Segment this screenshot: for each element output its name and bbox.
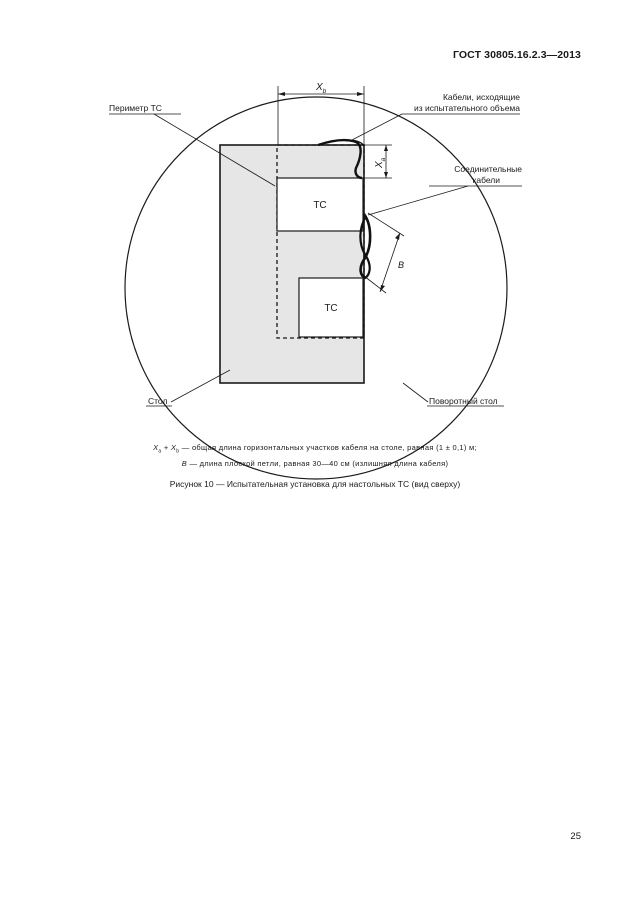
label-xa-group bbox=[374, 157, 387, 169]
b-arrow-top bbox=[395, 233, 400, 240]
label-exit-cables-line1: Кабели, исходящие bbox=[442, 92, 520, 102]
leader-connecting-cables bbox=[368, 186, 468, 215]
b-arrow-bottom bbox=[380, 285, 385, 292]
page-header-standard-number: ГОСТ 30805.16.2.3—2013 bbox=[453, 49, 581, 61]
xb-arrow-right bbox=[357, 92, 364, 96]
b-extension-top bbox=[368, 213, 404, 236]
xa-arrow-bottom bbox=[384, 172, 388, 178]
label-turntable: Поворотный стол bbox=[429, 396, 498, 406]
label-xb: $X_b$ bbox=[316, 82, 327, 95]
figure-caption: Рисунок 10 — Испытательная установка для настольных ТС (вид сверху) bbox=[169, 479, 461, 489]
figure-legend bbox=[0, 442, 630, 469]
label-table: Стол bbox=[148, 396, 168, 406]
page-number: 25 bbox=[570, 831, 581, 842]
leader-exit-cables bbox=[352, 114, 402, 140]
leader-table bbox=[171, 370, 230, 402]
b-dimension-line bbox=[380, 233, 400, 292]
label-connecting-line1: Соединительные bbox=[454, 164, 522, 174]
leader-turntable bbox=[403, 383, 428, 402]
legend-line-2: B — длина плоской петли, равная 30—40 см (излишняя длина кабеля) bbox=[181, 458, 449, 468]
label-perimeter: Периметр ТС bbox=[109, 103, 162, 113]
label-exit-cables-line2: из испытательного объема bbox=[413, 103, 520, 113]
xb-arrow-left bbox=[278, 92, 285, 96]
label-eut-top: ТС bbox=[313, 200, 327, 211]
legend-line-1: $X_a + X_b$ — общая длина горизонтальных участков кабеля на столе, равная (1 ± 0,1) м; bbox=[153, 443, 477, 455]
label-eut-bottom: ТС bbox=[324, 303, 338, 314]
label-b: B bbox=[398, 260, 405, 270]
label-connecting-line2: кабели bbox=[472, 175, 500, 185]
xa-arrow-top bbox=[384, 145, 388, 151]
label-xa: $X_a$ bbox=[374, 157, 387, 168]
